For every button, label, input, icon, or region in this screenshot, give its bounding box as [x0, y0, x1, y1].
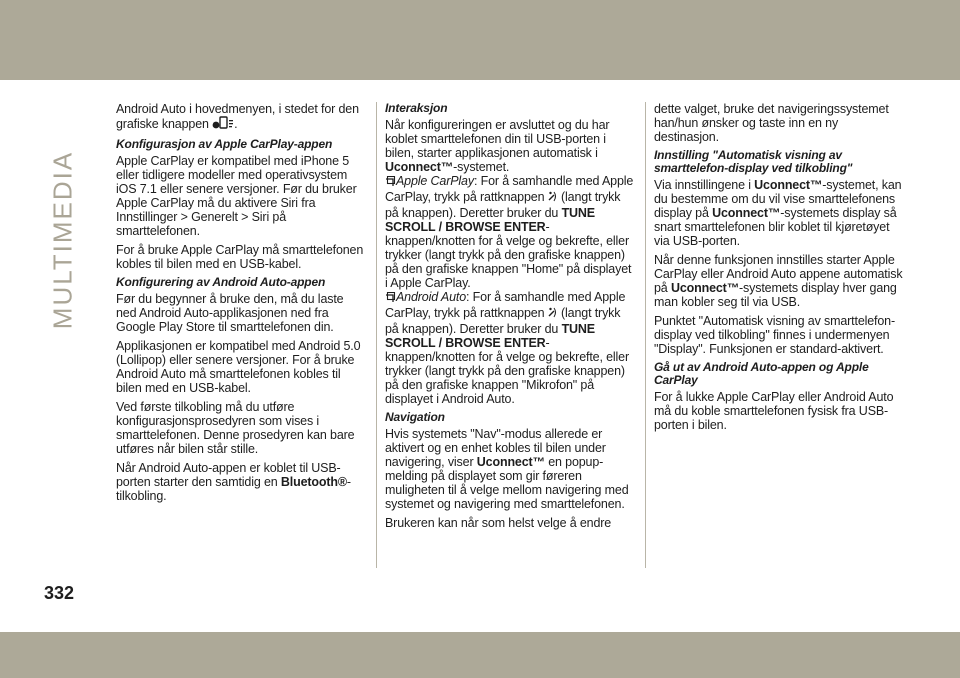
voice-command-icon	[548, 306, 558, 322]
column-divider	[376, 102, 377, 568]
bullet-item: Apple CarPlay: For å samhandle med Apple CarPlay, trykk på rattknappen (langt trykk på knappen). Deretter bruker du TUNE SCROLL / BROWSE ENTER-knappen/knotten for å velge og bekrefte, eller trykker (langt trykk på den grafiske knappen) på den grafiske knappen "Home" på displayet i Apple CarPlay.	[385, 174, 634, 290]
section-heading: Konfigurasjon av Apple CarPlay-appen	[116, 137, 333, 151]
paragraph: Når denne funksjonen innstilles starter Apple CarPlay eller Android Auto appene automatisk på Uconnect™-systemets display hver gang man kobler seg til via USB.	[654, 253, 903, 309]
paragraph: Når konfigureringen er avsluttet og du har koblet smarttelefonen din til USB-porten i bilen, starter applikasjonen automatisk i Uconnect™-systemet.	[385, 118, 610, 174]
section-label: MULTIMEDIA	[47, 150, 78, 330]
paragraph: dette valget, bruke det navigeringssystemet han/hun ønsker og taste inn en ny destinasjon.	[654, 102, 889, 144]
text-column-2	[385, 102, 635, 535]
section-heading: Navigation	[385, 410, 445, 424]
paragraph: Ved første tilkobling må du utføre konfigurasjonsprosedyren som vises i smarttelefonen. Denne prosedyren kan bare utføres når bilen står stille.	[116, 400, 355, 456]
paragraph: For å bruke Apple CarPlay må smarttelefonen kobles til bilen med en USB-kabel.	[116, 243, 364, 271]
paragraph: Brukeren kan når som helst velge å endre	[385, 516, 612, 530]
phone-app-button-icon	[212, 116, 234, 133]
text-column-1	[116, 102, 366, 508]
text-column-3	[654, 102, 904, 437]
checkbox-bullet-icon	[385, 292, 396, 306]
paragraph: Punktet "Automatisk visning av smarttelefon-display ved tilkobling" finnes i undermenyen "Display". Funksjonen er standard-aktivert.	[654, 314, 896, 356]
paragraph: Via innstillingene i Uconnect™-systemet, kan du bestemme om du vil vise smarttelefonens display på Uconnect™-systemets display så snart smarttelefonen blir koblet til kjøretøyet via USB-porten.	[654, 178, 902, 248]
section-heading: Konfigurering av Android Auto-appen	[116, 275, 326, 289]
paragraph: Når Android Auto-appen er koblet til USB-porten starter den samtidig en Bluetooth®-tilkobling.	[116, 461, 351, 503]
section-heading: Gå ut av Android Auto-appen og Apple CarPlay	[654, 360, 869, 387]
paragraph: Apple CarPlay er kompatibel med iPhone 5 eller tidligere modeller med operativsystem iOS 7.1 eller senere versjoner. Før du bruker Apple CarPlay må du aktivere Siri fra Innstillinger > Generelt > Siri på smarttelefonen.	[116, 154, 357, 238]
voice-command-icon	[548, 190, 558, 206]
paragraph: For å lukke Apple CarPlay eller Android Auto må du koble smarttelefonen fysisk fra USB-porten i bilen.	[654, 390, 894, 432]
bullet-item: Android Auto: For å samhandle med Apple CarPlay, trykk på rattknappen (langt trykk på knappen). Deretter bruker du TUNE SCROLL / BROWSE ENTER-knappen/knotten for å velge og bekrefte, eller trykker (langt trykk på den grafiske knappen) på den grafiske knappen "Mikrofon" på displayet i Android Auto.	[385, 290, 629, 406]
section-heading: Innstilling "Automatisk visning av smarttelefon-display ved tilkobling"	[654, 148, 853, 175]
checkbox-bullet-icon	[385, 176, 396, 190]
section-heading: Interaksjon	[385, 101, 448, 115]
paragraph: Før du begynner å bruke den, må du laste ned Android Auto-applikasjonen ned fra Google Play Store til smarttelefonen din.	[116, 292, 344, 334]
paragraph: Hvis systemets "Nav"-modus allerede er aktivert og en enhet kobles til bilen under navigering, viser Uconnect™ en popup-melding på displayet som gir føreren muligheten til å velge mellom navigering med systemet og navigering med smarttelefonen.	[385, 427, 629, 511]
paragraph: Applikasjonen er kompatibel med Android 5.0 (Lollipop) eller senere versjoner. For å bruke Android Auto må smarttelefonen kobles til bilen med en USB-kabel.	[116, 339, 361, 395]
footer-band	[0, 632, 960, 678]
header-band	[0, 0, 960, 80]
page-number: 332	[44, 583, 75, 603]
paragraph: Android Auto i hovedmenyen, i stedet for den grafiske knappen .	[116, 102, 359, 131]
column-divider	[645, 102, 646, 568]
